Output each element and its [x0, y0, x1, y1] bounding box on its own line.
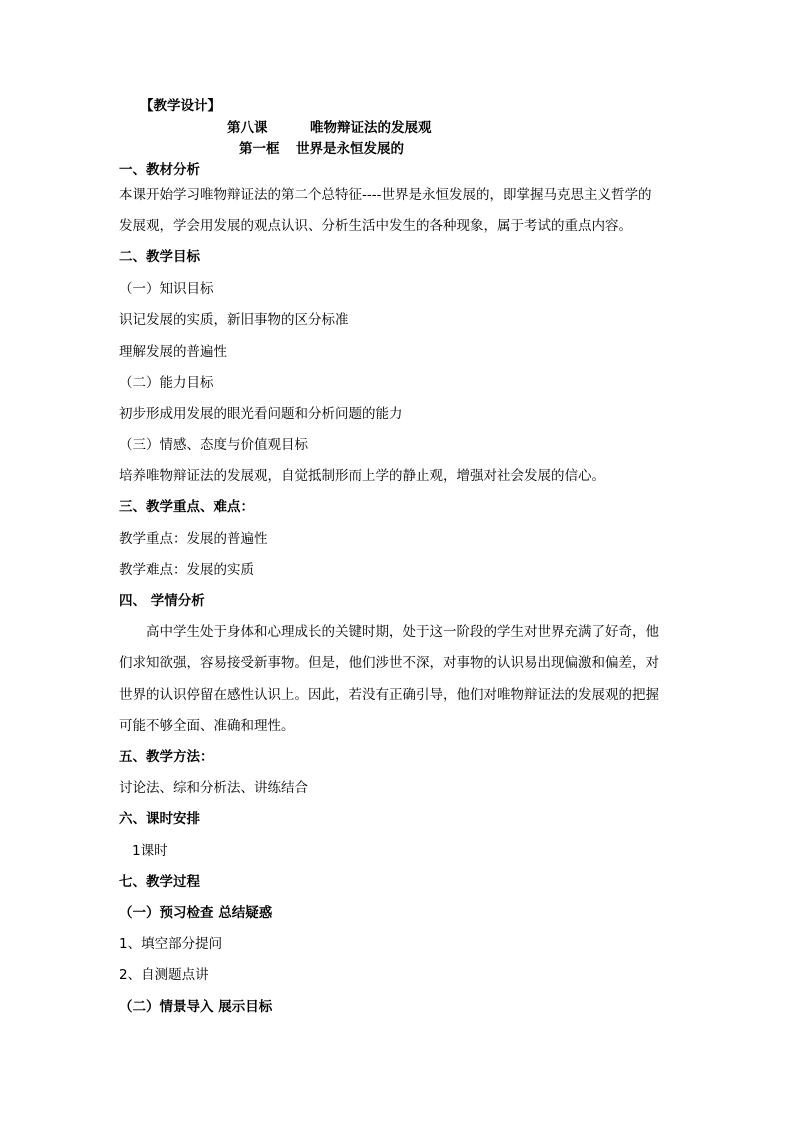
heading-schedule: 六、课时安排: [119, 811, 200, 827]
heading-textbook-analysis: 一、教材分析: [119, 162, 200, 178]
lesson-title: 唯物辩证法的发展观: [310, 120, 432, 136]
subheading-preview-check: （一）预习检查 总结疑惑: [119, 905, 273, 921]
design-label: 【教学设计】: [140, 98, 221, 114]
paragraph-line: 初步形成用发展的眼光看问题和分析问题的能力: [119, 406, 403, 422]
paragraph-line: 1课时: [132, 843, 168, 859]
heading-teaching-methods: 五、教学方法：: [119, 749, 214, 765]
paragraph-line: 可能不够全面、准确和理性。: [119, 718, 295, 734]
section-title: 世界是永恒发展的: [296, 141, 404, 157]
paragraph-line: 讨论法、综和分析法、讲练结合: [119, 780, 308, 796]
section-number: 第一框: [239, 141, 280, 157]
paragraph-line: 教学难点：发展的实质: [119, 562, 254, 578]
subheading-scene-intro: （二）情景导入 展示目标: [119, 999, 273, 1015]
paragraph-line: 理解发展的普遍性: [119, 344, 227, 360]
paragraph-line: 本课开始学习唯物辩证法的第二个总特征----世界是永恒发展的，即掌握马克思主义哲学的: [119, 187, 652, 203]
subheading-values-goal: （三）情感、态度与价值观目标: [119, 437, 308, 453]
subheading-knowledge-goal: （一）知识目标: [119, 281, 214, 297]
list-item: 1、填空部分提问: [119, 936, 223, 952]
paragraph-line: 培养唯物辩证法的发展观，自觉抵制形而上学的静止观，增强对社会发展的信心。: [119, 468, 605, 484]
paragraph-line: 发展观，学会用发展的观点认识、分析生活中发生的各种现象，属于考试的重点内容。: [119, 218, 632, 234]
paragraph-line: 识记发展的实质，新旧事物的区分标准: [119, 312, 349, 328]
lesson-number: 第八课: [227, 120, 268, 136]
list-item: 2、自测题点讲: [119, 967, 209, 983]
paragraph-line: 们求知欲强，容易接受新事物。但是，他们涉世不深，对事物的认识易出现偏激和偏差，对: [119, 655, 659, 671]
heading-teaching-goals: 二、教学目标: [119, 249, 200, 265]
heading-teaching-process: 七、教学过程: [119, 874, 200, 890]
heading-student-analysis: 四、 学情分析: [119, 593, 205, 609]
heading-key-points: 三、教学重点、难点：: [119, 499, 254, 515]
subheading-ability-goal: （二）能力目标: [119, 375, 214, 391]
paragraph-line: 高中学生处于身体和心理成长的关键时期，处于这一阶段的学生对世界充满了好奇，他: [146, 624, 659, 640]
paragraph-line: 教学重点：发展的普遍性: [119, 531, 268, 547]
paragraph-line: 世界的认识停留在感性认识上。因此，若没有正确引导，他们对唯物辩证法的发展观的把握: [119, 687, 659, 703]
